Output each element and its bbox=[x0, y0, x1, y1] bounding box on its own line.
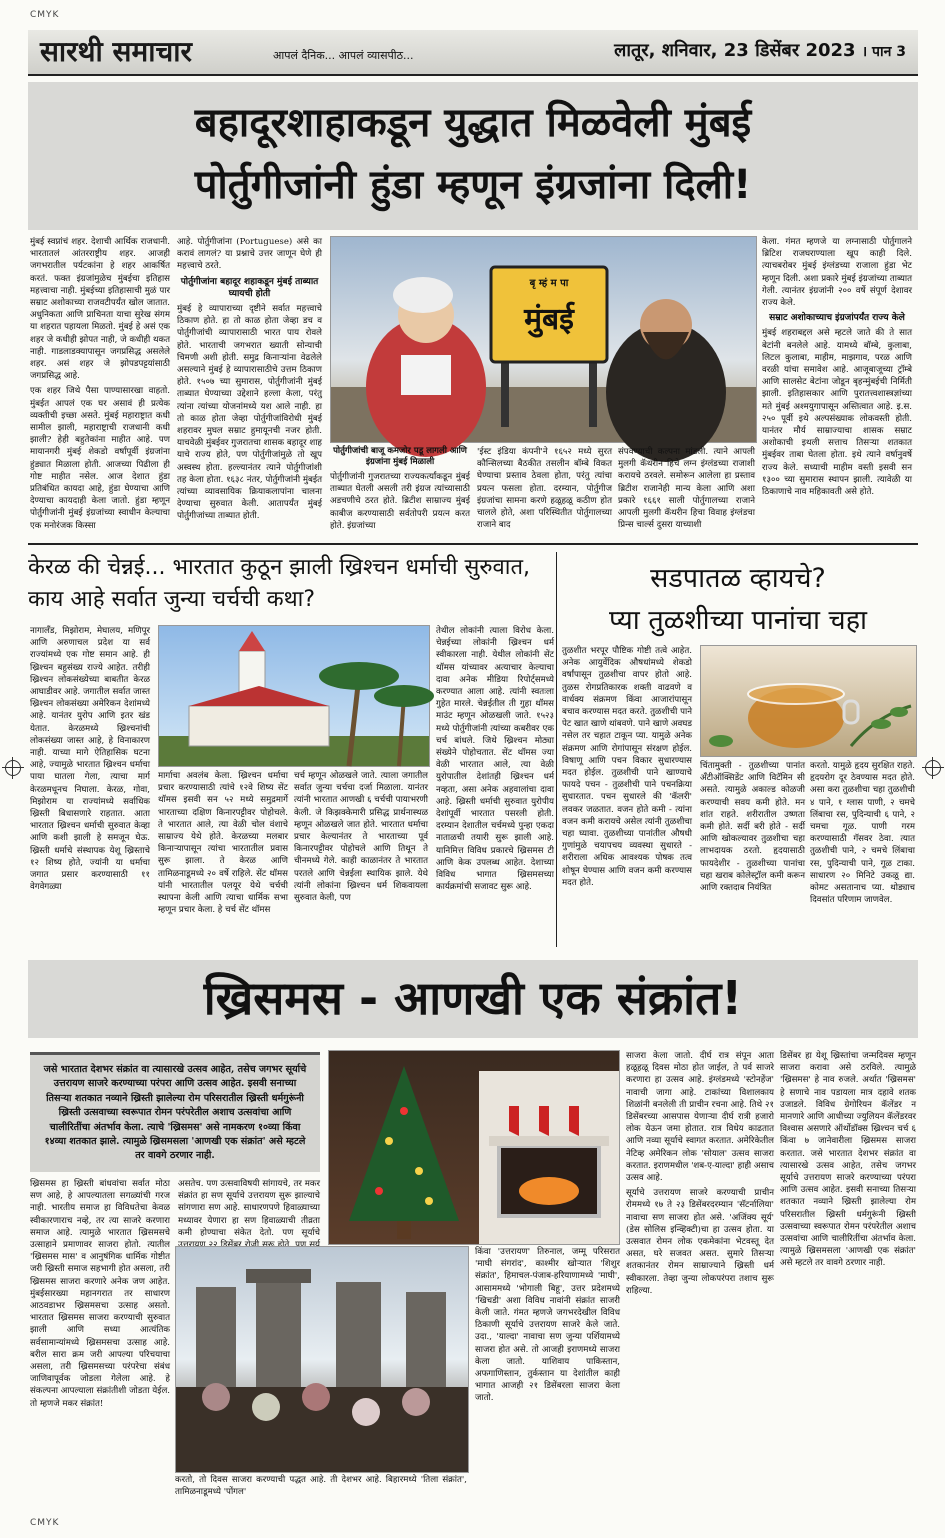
story4-headline: ख्रिसमस - आणखी एक संक्रांत! bbox=[28, 960, 918, 1038]
stonehenge-crowd-illustration bbox=[176, 1247, 468, 1472]
story2-col3 bbox=[294, 770, 428, 943]
story2-para4: तेथील लोकांनी त्याला विरोध केला. चेन्नईच्या लोकांनी ख्रिश्चन धर्म स्वीकारला नाही. येथील लोकांनी सेंट थॉमस यांच्यावर अत्याचार केल्याचा दावा अनेक मीडिया रिपोर्ट्समध्ये करण्यात आला आहे. त्यांनी स्वतःला गुहेत मारले. चेन्नईतील ती गुहा थॉमस माउंट म्हणून ओळखली जाते. १५२३ मध्ये पोर्तुगीजांनी त्यांच्या कबरीवर एक चर्च बांधले. जिथे ख्रिश्चन मोठ्या संख्येने पोहोचतात. सेंट थॉमस ज्या वेळी भारतात आले, त्या वेळी युरोपातील देशांतही ख्रिश्चन धर्म नव्हता, असा अनेक अहवालांचा दावा आहे. ख्रिस्ती धर्माची सुरुवात युरोपीय देशांपूर्वी भारतात पसरली होती. दरम्यान देशातील चर्चमध्ये पुन्हा एकदा नाताळची तयारी सुरू झाली आहे. यानिमित्त विविध प्रकारचे ख्रिसमस टी आणि केक उपलब्ध आहेत. देशाच्या विविध भागात ख्रिसमसच्या कार्यक्रमांची सजावट सुरू आहे. bbox=[436, 626, 554, 893]
story1-headline-line1: बहादूरशाहाकडून युद्धात मिळवेली मुंबई bbox=[194, 100, 752, 146]
story3-headline bbox=[558, 558, 918, 642]
story3-col1 bbox=[562, 645, 692, 943]
date-text: लातूर, शनिवार, 23 डिसेंबर 2023 bbox=[614, 40, 856, 61]
story4-image-caption bbox=[175, 1474, 467, 1504]
story4-para5: सूर्याचे उत्तरायण साजरे करण्याची प्राचीन रोममध्ये १७ ते २३ डिसेंबरदरम्यान 'सॅटर्नालिया' नावाचा सण साजरा होत असे. 'अजिंक्य सूर्य' (डेस सोलिस इन्व्हिक्टी)चा हा उत्सव होता. या उत्सवात रोमन लोक एकमेकांना भेटवस्तू देत असत, घरे सजवत असत. सुमारे तिसऱ्या शतकानंतर रोमन साम्राज्याने ख्रिस्ती धर्म स्वीकारला. तेव्हा जुन्या लोकपरंपरा तशाच सुरू राहिल्या. bbox=[626, 1188, 774, 1296]
story4-intro-text: जसे भारतात देशभर संक्रांत वा त्यासारखे उत्सव आहेत, तसेच जगभर सूर्याचे उत्तरायण साजरे करण्याच्या परंपरा आणि उत्सव आहेत. इसवी सनाच्या तिसऱ्या शतकात नव्याने ख्रिस्ती झालेल्या रोम परिसरातील ख्रिस्ती धर्मगुरूंनी ख्रिस्ती उत्सवाच्या स्वरूपात रोमन परंपरेतील अशाच उत्सवांचा आणि चालीरितींचा अंतर्भाव केला. त्याचे 'ख्रिसमस' असे नामकरण १०व्या किंवा १४व्या शतकात झाले. त्यामुळे ख्रिसमसला 'आणखी एक संक्रांत' असे म्हटले तर वावगे ठरणार नाही. bbox=[43, 1064, 307, 1162]
newspaper-brand: सारथी समाचार bbox=[40, 35, 192, 68]
newspaper-tagline: आपलं दैनिक... आपलं व्यासपीठ... bbox=[273, 49, 414, 62]
story4-para4: साजरा केला जातो. दीर्घ रात्र संपून आता हळूहळू दिवस मोठा होत जाईल, ते पर्व साजरे करणारा हा उत्सव आहे. इंग्लंडमध्ये 'स्टोनहेंज' नावाची जागा आहे. टाकांच्या विशालकाय शिळांनी बनलेली ती प्राचीन रचना आहे. तिथे २१ डिसेंबरच्या आसपास येणाऱ्या दीर्घ रात्री हजारो लोक येऊन जमा होतात. रात्र विधेय काढतात आणि नव्या सूर्याचे स्वागत करतात. अमेरिकेतील नेटिव्ह अमेरिकन लोक 'सोयाल' उत्सव साजरा करतात. इराणमधील 'शब-ए-याल्दा' हाही असाच उत्सव आहे. bbox=[626, 1051, 774, 1184]
story4-para1: ख्रिसमस हा ख्रिस्ती बांधवांचा सर्वात मोठा सण आहे, हे आपल्यातला सगळ्यांची गरज नाही. भारतीय समाज हा विविधतेचा केवळ स्वीकारणाराच नव्हे, तर त्या साजरे करणारा समाज आहे. त्यामुळे भारतात ख्रिसमसचे उत्साहाने प्रमाणावर साजरा होतो. त्यातील 'ख्रिसमस मास' व आनुषंगिक धार्मिक गोष्टीत जरी ख्रिस्ती समाज सहभागी होत असला, तरी ख्रिसमस साजरा करणारे अनेक जण आहेत. मुंबईसारख्या महानगरात तर साधारण आठवडाभर ख्रिसमसचा उत्साह असतो. भारतात ख्रिसमस साजरा करण्याची सुरुवात झाली आणि सध्या आत्यंतिक सर्वसामान्यांमध्ये ख्रिसमसचा उत्साह आहे. बरील सारा क्रम जरी आपल्या परिचयाचा असला, तरी ख्रिसमसच्या परंपरेचा संबंध जाणिवापूर्वक जोडला गेलेला आहे. हे संकल्पना आपल्याला संक्रांतीशी जोडता येईल. तो म्हणजे मकर संक्रांत! bbox=[30, 1179, 170, 1409]
story3-headline-line1: सडपातळ व्हायचे? bbox=[650, 563, 826, 594]
story1-subhead2: सम्राट अशोकाच्याच इंग्रजांपर्यंत राज्य केले bbox=[769, 313, 905, 324]
story1-para5: पोर्तुगीजांनी गुजरातच्या राज्यकर्त्यांकडून मुंबई ताब्यात घेतली असली तरी इंग्रज त्यांच्यासाठी अडचणीचे ठरत होते. ब्रिटीश साम्राज्य मुंबई काबीज करण्यासाठी सर्वतोपरी प्रयत्न करत होते. इंग्रजांच्या bbox=[330, 472, 470, 531]
tulsi-tea-illustration bbox=[701, 646, 916, 756]
story3-headline-line2: प्या तुळशीच्या पानांचा चहा bbox=[608, 605, 868, 636]
column-divider bbox=[556, 552, 557, 947]
story2-para2: मार्गाचा अवलंब केला. ख्रिश्चन धर्माचा प्रचार करण्यासाठी त्यांचे १२वे शिष्य सेंट थॉमस इसवी सन ५२ मध्ये समुद्रमार्गे भारताच्या दक्षिण किनारपट्टीवर पोहोचले. ते भारतात आले, त्या वेळी चोल वंशाचे साम्राज्य येथे होते. केरळच्या मलबार किनाऱ्यापासून त्यांचा भारतातील प्रवास सुरू झाला. ते केरळ आणि तामिळनाडूमध्ये २० वर्षे राहिले. सेंट थॉमस यांनी भारतातील पलयूर येथे चर्चची स्थापना केली आणि त्याचा धार्मिक सभा म्हणून प्रचार केला. हे चर्च सेंट थॉमस bbox=[158, 771, 288, 916]
story2-col1 bbox=[30, 625, 150, 943]
sign-top-text: बृ म्हं म पा bbox=[529, 278, 569, 289]
story1-headline-line2: पोर्तुगीजांनी हुंडा म्हणून इंग्रजांना दिली! bbox=[194, 162, 752, 208]
cmyk-mark-bottom: CMYK bbox=[30, 1518, 60, 1528]
story1-headline bbox=[28, 82, 918, 230]
story2-para1: नागालँड, मिझोराम, मेघालय, मणिपूर आणि अरुणाचल प्रदेश या सर्व राज्यांमध्ये एक गोष्ट समान आहे. ही ख्रिश्चन बहुसंख्य राज्ये आहेत. तरीही ख्रिश्चन लोकसंख्येच्या बाबतीत केरळ आघाडीवर आहे. जगातील सर्वात जास्त ख्रिश्चन लोकसंख्या अमेरिकन देशांमध्ये आहे. यानंतर युरोप आणि इतर खंड येतात. केरळमध्ये ख्रिश्चनांची लोकसंख्या जास्त आहे, हे विनाकारण नाही. याच्या मागे ऐतिहासिक घटना आहे, ज्यामुळे भारतात ख्रिश्चन धर्माचा पाया घातला गेला, त्याचा मार्ग केरळमधूनच निघाला. केरळ, गोवा, मिझोराम या राज्यांमध्ये सर्वाधिक ख्रिस्ती बिधासणारे राहतात. आता भारतात ख्रिश्चन धर्माची सुरुवात केव्हा आणि कशी झाली हे समजून घेऊ. ख्रिस्ती धर्माचे संस्थापक येशू ख्रिस्ताचे १२ शिष्य होते, ज्यांनी या धर्माचा जगात प्रसार करण्यासाठी ११ वेगवेगळ्या bbox=[30, 626, 150, 893]
registration-mark-right bbox=[925, 760, 941, 776]
story3-para2: चिंतामुक्ती - तुळशीच्या पानांत अँटीऑक्सिडेंट आणि विटॅमिन सी असते. त्यामुळे अकाल्ड कोळजी करण्याची सवय कमी होते. मन शांत राहते. शरीरातील उष्णता कमी होते. सर्दी बरी होते - सर्दी आणि खोकल्यावर तुळशीचा चहा लाभदायक ठरतो. हृदयासाठी फायदेशीर - तुळशीच्या पानांचा चहा खराब कोलेस्ट्रॉल कमी करून आणि रक्तदाब नियंत्रित bbox=[700, 761, 805, 894]
story1-col5 bbox=[618, 446, 755, 536]
christmas-tree-illustration bbox=[329, 1051, 619, 1244]
page-number: । पान 3 bbox=[861, 44, 906, 60]
story3-para3: करतो. यामुळे हृदय सुरक्षित राहते. हृदयरोग दूर ठेवण्यास मदत होते. असा करा तुळशीचा चहा तुळशीची ४ पाने, १ ग्लास पाणी, २ चमचे लिंबाचा रस, पुदिन्याची ६ पाने, २ चमचा गूळ. पाणी गरम करण्यासाठी गॅसवर ठेवा. त्यात तुळशीची पाने, २ चमचे लिंबाचा रस, पुदिन्याची पाने, गूळ टाका. साधारण २० मिनिटे उकळू द्या. कोमट असतानाच प्या. थोड्याच दिवसांत परिणाम जाणवेल. bbox=[810, 761, 915, 906]
story2-col4 bbox=[436, 625, 554, 943]
cmyk-mark-top: CMYK bbox=[30, 10, 60, 20]
story1-para7: संपवण्याची कल्पना मांडली. त्याने आपली मुलगी कॅथरीन हिचे लग्न इंग्लंडच्या राजाशी करायचे ठरवले. समोरून आलेला हा प्रस्ताव ब्रिटीश राजानेही मान्य केला आणि अशा प्रकारे १६६१ साली पोर्तुगालच्या राजाने आपली मुलगी कॅथरीन हिचा विवाह इंग्लंडचा प्रिन्स चार्ल्स दुसरा याच्याशी bbox=[618, 447, 755, 531]
registration-mark-left bbox=[5, 760, 21, 776]
story3-col2 bbox=[700, 760, 805, 943]
divider-1 bbox=[28, 543, 918, 545]
story2-para3: चर्च म्हणून ओळखले जाते. त्याला जगातील सर्वात जुन्या चर्चचा दर्जा मिळाला. यानंतर त्यांनी भारतात आणखी ६ चर्चची पायाभरणी केली. जे किझक्केमारी प्रसिद्ध प्रार्थनास्थळ म्हणून ओळखले जात होते. भारतात धर्माचा प्रचार केल्यानंतर ते भारताच्या पूर्व किनारपट्टीवर पोहोचले आणि तिथून ते चीनमध्ये गेले. काही काळानंतर ते भारतात परतले आणि चेन्नईला स्थायिक झाले. येथे त्यांनी लोकांना ख्रिश्चन धर्म शिकवायला सुरुवात केली, पण bbox=[294, 771, 428, 904]
story1-col2 bbox=[177, 236, 322, 536]
story2-church-image bbox=[158, 625, 430, 767]
story1-col3 bbox=[330, 446, 470, 536]
story4-para6: डिसेंबर हा येशू ख्रिस्तांचा जन्मदिवस म्हणून साजरा करावा असे ठरविले. त्यामुळे 'ख्रिसमस' हे नाव रुजले. अर्थात 'ख्रिसमस' हे सणाचे नाव पडायला मात्र दहावे शतक उजाडले. विविध ग्रेगोरियन कॅलेंडर न मानणारे आणि आधीच्या ज्युलियन कॅलेंडरवर विश्वास असणारे ऑर्थोडॉक्स ख्रिश्चन चर्च ६ किंवा ७ जानेवारीला ख्रिसमस साजरा करतात. जसे भारतात देशभर संक्रांत वा त्यासारखे उत्सव आहेत, तसेच जगभर सूर्याचे उत्तरायण साजरे करण्याच्या परंपरा आणि उत्सव आहेत. इसवी सनाच्या तिसऱ्या शतकात नव्याने ख्रिस्ती झालेल्या रोम परिसरातील ख्रिस्ती धर्मगुरूंनी ख्रिस्ती उत्सवाच्या स्वरूपात रोमन परंपरेतील अशाच उत्सवांचा आणि चालीरितींचा अंतर्भाव केला. त्यामुळे ख्रिसमसला 'आणखी एक संक्रांत' असे म्हटले तर वावगे ठरणार नाही. bbox=[780, 1051, 916, 1269]
story2-headline: केरळ की चेन्नई... भारतात कुठून झाली ख्रिश्चन धर्माची सुरुवात, काय आहे सर्वात जुन्या चर्चची कथा? bbox=[28, 555, 531, 612]
story3-para1: तुळशीत भरपूर पौष्टिक गोष्टी तत्वे आहेत. अनेक आयुर्वेदिक औषधांमध्ये शेकडो वर्षांपासून तुळशीचा वापर होतो आहे. तुळस रोगप्रतिकारक शक्ती वाढवणे व वार्धक्य संक्रमण किंवा आजारांपासून बचाव करण्यास मदत करते. तुळशीची पाने पेट खात खाणे थांबवणे. पाने खाणे अवघड नसेल तर चहात टाकून प्या. यामुळे अनेक संक्रमण आणि रोगांपासून संरक्षण होईल. विषाणू आणि पचन विकार सुधारण्यास मदत होईल. तुळशीची पाने खाण्याचे फायदे पचन - तुळशीची पाने पचनक्रिया सुधारतात. पचन सुधारले की 'कॅलरी' लवकर जळतात. वजन होते कमी - त्यांना वजन कमी करायचे असेल त्यांनी तुळशीचा चहा घ्यावा. तुळशीच्या पानांतील औषधी गुणांमुळे चयापचय व्यवस्था सुधारते - शरीराला अधिक आवश्यक पोषक तत्व शोषून घेण्यास आणि वजन कमी करण्यास मदत होते. bbox=[562, 646, 692, 888]
mumbai-sign-illustration bbox=[331, 237, 756, 442]
story4-christmas-image bbox=[328, 1050, 620, 1245]
story4-caption-text: करतो, तो दिवस साजरा करण्याची पद्धत आहे. ती देशभर आहे. बिहारमध्ये 'तिला संक्रांत', तामिळनाडूमध्ये 'पोंगल' bbox=[175, 1475, 467, 1498]
story1-para8: केला. गंमत म्हणजे या लग्नासाठी पोर्तुगालने ब्रिटिश राजघराण्याला खूप काही दिले. त्याचबरोबर मुंबई इंग्लंडच्या राजाला हुंडा भेट म्हणून दिली. अशा प्रकारे मुंबई इंग्रजांच्या ताब्यात गेली. त्यानंतर इंग्रजांनी २०० वर्षे संपूर्ण देशावर राज्य केले. bbox=[762, 237, 912, 309]
story4-para3: किंवा 'उत्तरायण' तिरुनाल, जम्मू परिसरात 'माघी संगरांद', काश्मीर खोऱ्यात 'शिशुर संक्रांत', हिमाचल-पंजाब-हरियाणामध्ये 'माघी', आसाममध्ये 'भोगाली बिहू', उत्तर प्रदेशमध्ये 'खिचडी' अशा विविध नावांनी संक्रांत साजरी केली जाते. गंमत म्हणजे जगभरदेखील विविध ठिकाणी सूर्याचे उत्तरायण साजरे केले जाते. उदा., 'याल्दा' नावाचा सण जुन्या पर्शियामध्ये साजरा होत असे. तो आजही इराणमध्ये साजरा केला जातो. याशिवाय पाकिस्तान, अफगाणिस्तान, तुर्कस्तान या देशांतील काही भागात आजही २१ डिसेंबरला साजरा केला जातो. bbox=[475, 1247, 620, 1404]
story1-para1: मुंबई स्वप्नांचं शहर. देशाची आर्थिक राजधानी. भारतातलं आंतरराष्ट्रीय शहर. आजही जगभरातील पर्यटकांना हे शहर आकर्षित करतं. फक्त इंग्रजांमुळेच मुंबईचा इतिहास महत्त्वाचा नाही. मुंबईच्या इतिहासाची मुळं पार सम्राट अशोकाच्या राजवटीपर्यंत खोल जातात. अधुनिकता आणि प्राचिनता याचा सुरेख संगम या शहरात पहायला मिळतो. मुंबई हे असं एक शहर जे कधीही झोपत नाही, जे कधीही थकत नाही. गाडलाडक्यापासून जगप्रसिद्ध असलेले शहर. असं शहर जे झोपडपट्टयांसाठी जगप्रसिद्ध आहे. bbox=[30, 237, 170, 382]
story4-stonehenge-image bbox=[175, 1246, 469, 1473]
story1-col1 bbox=[30, 236, 170, 536]
story1-col6 bbox=[762, 236, 912, 536]
story3-tea-image bbox=[700, 645, 917, 757]
story4-col2 bbox=[178, 1178, 320, 1240]
story1-para4: मुंबई हे व्यापाराच्या दृष्टीने सर्वात महत्त्वाचे ठिकाण होते. हा तो काळ होता जेव्हा डच व पोर्तुगीजांची व्यापारासाठी भारत पाय रोवले होते. भारताची जगभरात ख्याती सोन्याची चिमणी अशी होती. समुद्र किनाऱ्यांना वेढलेले असल्याने मुंबई हे व्यापारासाठीचे उत्तम ठिकाण होते. १५०७ च्या सुमारास, पोर्तुगीजांनी मुंबई ताब्यात घेण्याच्या उद्देशाने हल्ला केला, परंतु त्यांना त्यांच्या योजनांमध्ये यश आले नाही. हा तो काळ होता जेव्हा पोर्तुगीजांविरोधी मुंबई शहरावर मुघल सम्राट हुमायूनची नजर होती. याचवेळी मुंबईवर गुजरातचा शासक बहादूर शाह याचे राज्य होते, पण पोर्तुगीजांमुळे तो खूप अस्वस्थ होता. हल्ल्यानंतर त्याने पोर्तुगीजांशी तह केला होता. १६३८ नंतर, पोर्तुगीजांनी मुंबईत त्यांच्या व्यावसायिक क्रियाकलापांना चालना देण्याचा सुरुवात केली. आतापर्यंत मुंबई पोर्तुगीजांच्या ताब्यात होती. bbox=[177, 304, 322, 522]
dateline bbox=[614, 38, 906, 62]
story2-col2 bbox=[158, 770, 288, 943]
story1-para6: 'ईस्ट इंडिया कंपनी'ने १६५२ मध्ये सुरत कौन्सिलच्या बैठकीत तसलीन बॉम्बे विकत घेण्याचा प्रस्ताव ठेवला होता, परंतु त्यांचा प्रयत्न फसला होता. दरम्यान, पोर्तुगीज इंग्रजांचा सामना करणे हळूहळू कठीण होत चालले होते, अशा परिस्थितीत पोर्तुगालच्या राजाने बाद bbox=[477, 447, 612, 531]
story4-col3 bbox=[626, 1050, 774, 1504]
story1-col4 bbox=[477, 446, 612, 536]
story1-para9: मुंबई शहराबद्दल असे म्हटले जाते की ते सात बेटांनी बनलेले आहे. यामध्ये बॉम्बे, कुलाबा, लिटल कुलाबा, माहीम, माझगाव, परळ आणि वरळी यांचा समावेश आहे. आजूबाजूच्या ट्रॉम्बे आणि सालसेट बेटांना जोडून बृहन्मुंबईची निर्मिती झाली. इतिहासकार आणि पुरातत्त्वशास्त्रज्ञांच्या मते मुंबई अश्मयुगापासून अस्तित्वात आहे. इ.स. २५० पूर्वी इथे अल्पसंख्याक लोकवस्ती होती. यानंतर मौर्य साम्राज्याचा शासक सम्राट अशोकाची इथली सत्ताच तिसऱ्या शतकात मुंबईवर ताबा घेतला होता. इथे त्याने वर्षानुवर्षे राज्य केले. सध्याची माहीम वस्ती इसवी सन १३०० च्या सुमारास स्थापन झाली. त्यावेळी या ठिकाणाचे नाव महिकावती असे होते. bbox=[762, 328, 912, 498]
masthead bbox=[28, 30, 918, 76]
story4-para2: असतेच. पण उत्सवाविषयी सांगायचे, तर मकर संक्रांत हा सण सूर्याचे उत्तरायण सुरू झाल्याचे सांगणारा सण आहे. साधारणपणे हिवाळ्याच्या मध्यावर येणारा हा सण हिवाळ्याची तीव्रता कमी होण्याचा संकेत देतो. पण सूर्याचे bbox=[178, 1179, 320, 1238]
story1-image bbox=[330, 236, 757, 443]
story3-col3 bbox=[810, 760, 915, 943]
church-illustration bbox=[159, 626, 429, 766]
story1-para3: आहे. पोर्तुगीजांना (Portuguese) असे का करावं लागलं? या प्रश्नाचे उत्तर जाणून घेणे ही महत्त्वाचे ठरते. bbox=[177, 237, 322, 272]
story4-col4 bbox=[780, 1050, 916, 1504]
sign-mumbai-text: मुंबई bbox=[524, 302, 574, 337]
story4-intro-box bbox=[30, 1052, 320, 1172]
story4-col-mid bbox=[475, 1246, 620, 1504]
story1-image-caption: पोर्तुगीजांची बाजू कमजोर पडू लागली आणि इंग्रजांना मुंबई मिळाली bbox=[333, 446, 467, 467]
story1-para2: एक शहर जिथे पैसा पाण्यासारखा वाहतो. मुंबईत आपलं एक घर असावं ही प्रत्येक व्यक्तीची इच्छा असते. मुंबई महाराष्ट्रात कधी सामील झाली, महाराष्ट्राची राजधानी कधी झाली? हेही बहुतेकांना माहीत आहे. पण मायानगरी मुंबई शेकडो वर्षांपूर्वी इंग्रजांना हुंड्यात मिळाला होती. आजच्या पिढीला ही गोष्ट माहीत नसेल. आज देशात हुंडा प्रतिबंधित कायदा आहे, हुंडा घेण्याचा आणि देण्याचा कायदाही केला जातो. हुंडा म्हणून पोर्तुगीजांनी मुंबई इंग्रजांच्या स्वाधीन केल्याचा एक मनोरंजक किस्सा bbox=[30, 386, 170, 531]
story1-subhead1: पोर्तुगीजांना बहादूर शहाकडून मुंबई ताब्यात घ्यायची होती bbox=[180, 276, 319, 299]
story4-col1 bbox=[30, 1178, 170, 1488]
